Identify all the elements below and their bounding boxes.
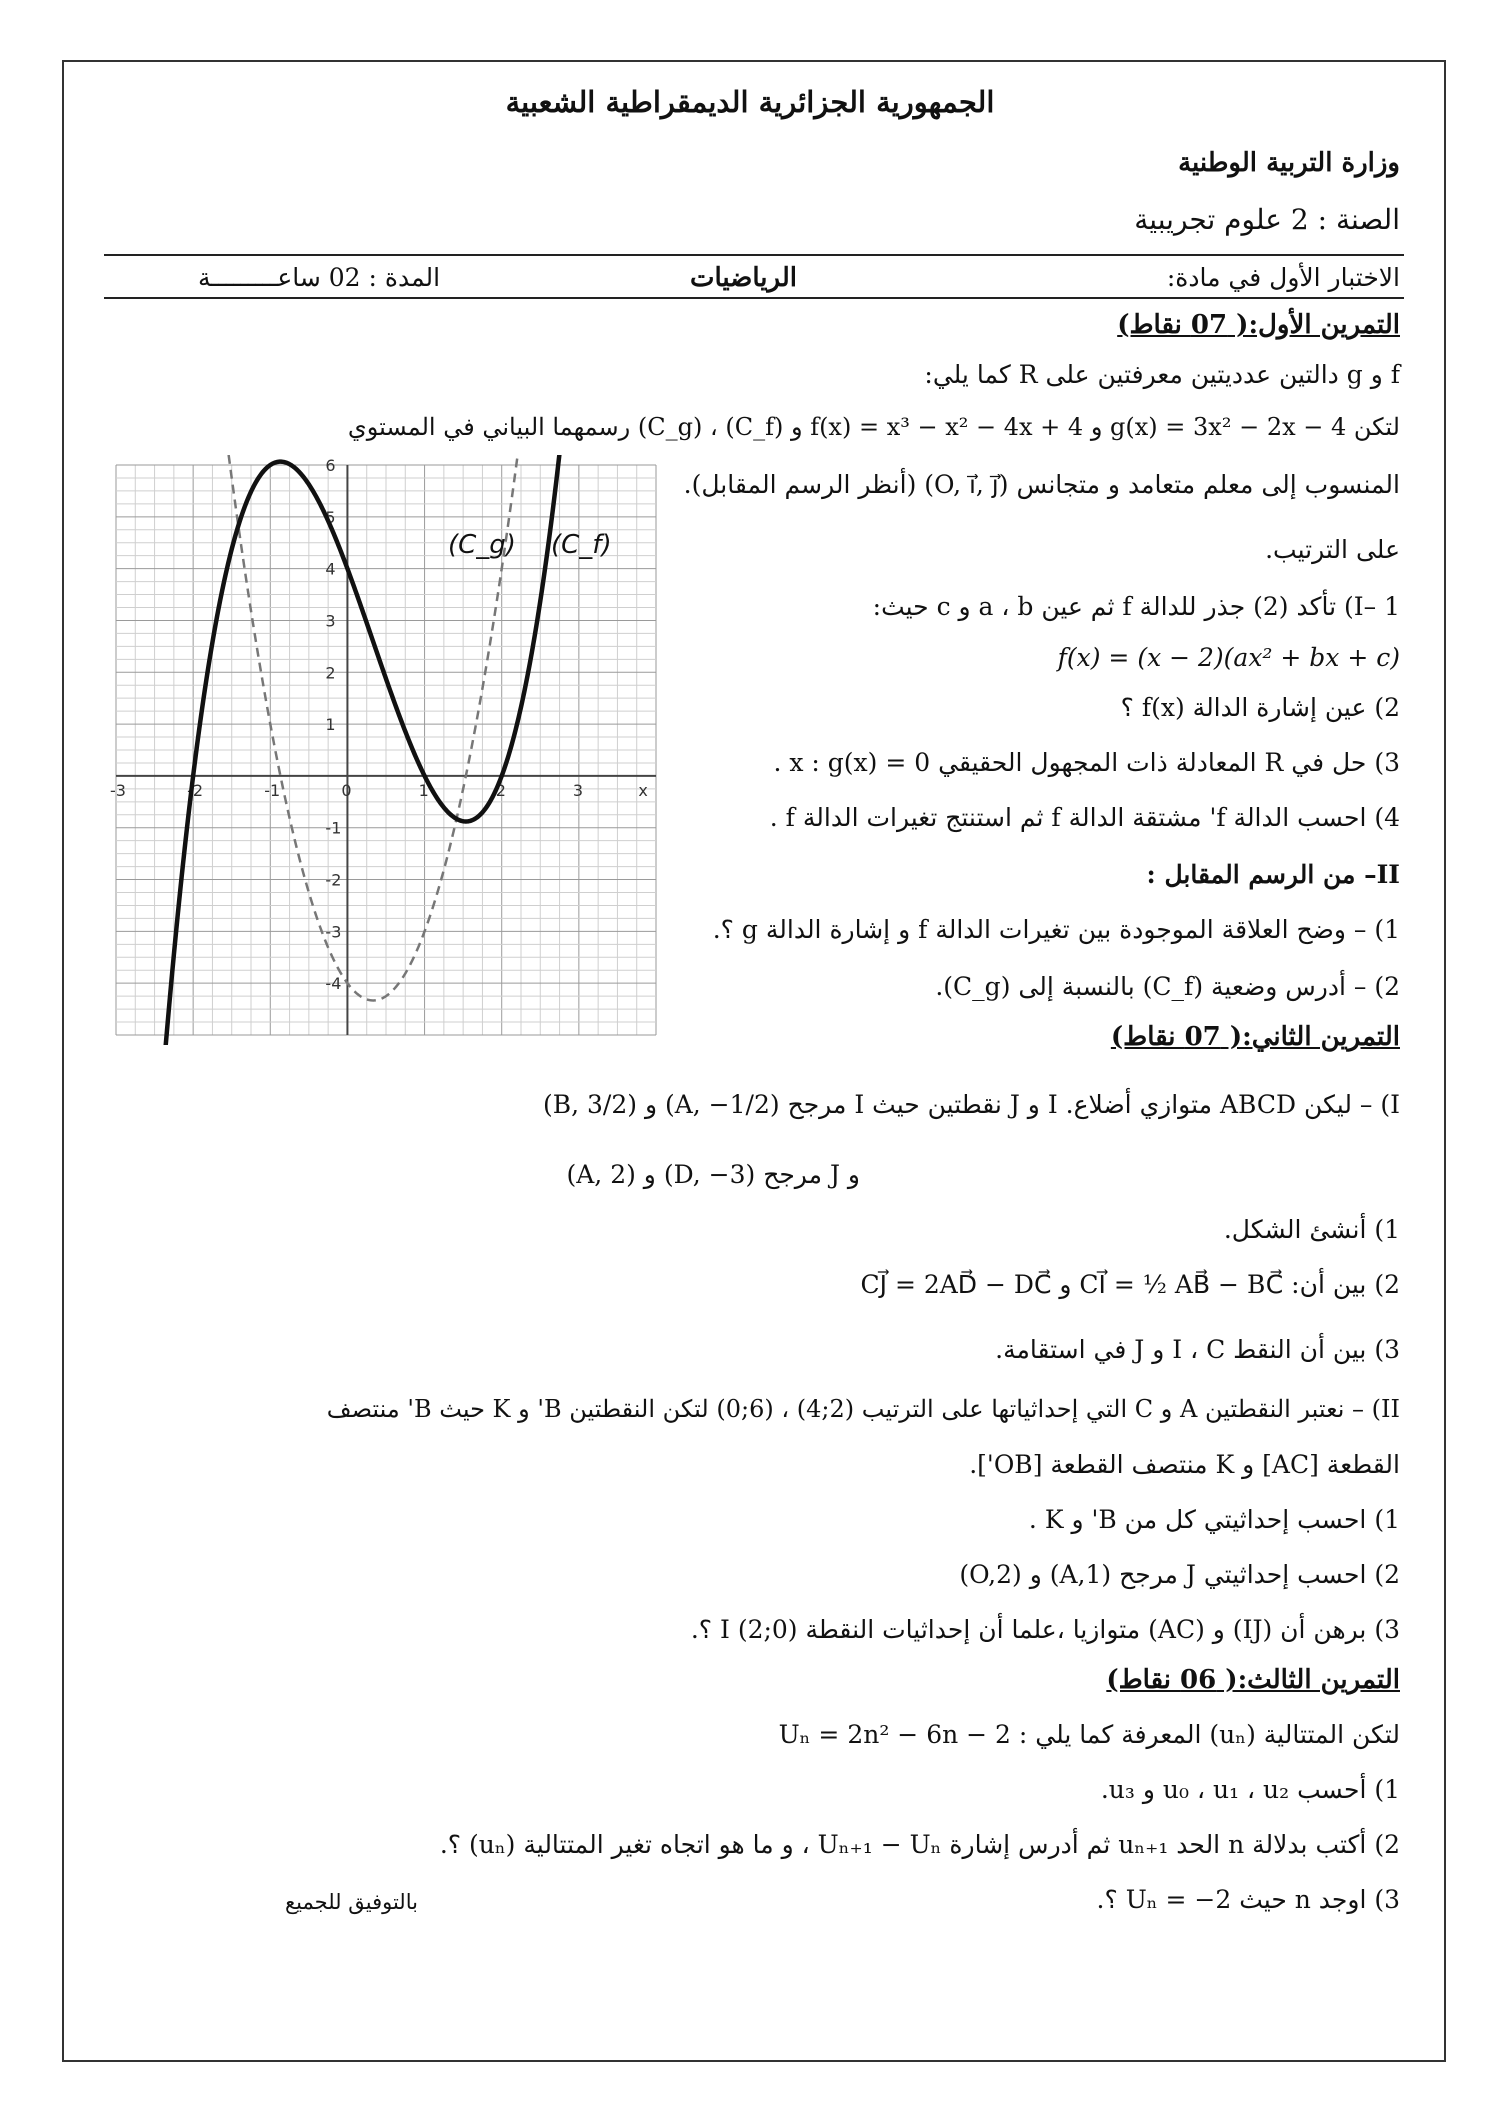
x-tick-label: -2 [187,780,204,800]
exercise3-title: التمرين الثالث:( 06 نقاط) [1106,1665,1400,1695]
ex3-intro: لتكن المتتالية (uₙ) المعرفة كما يلي : Uₙ = 2n² − 6n − 2 [778,1720,1400,1749]
ex2-p1-line1: I) – ليكن ABCD متوازي أضلاع. I و J نقطتين حيث I مرجح (A, −1/2) و (B, 3/2) [542,1090,1400,1119]
y-tick-label: -4 [325,974,342,994]
x-tick-label: x [638,780,648,800]
curve-label-cg: (C_g) [448,530,516,560]
ex1-intro: f و g دالتين عدديتين معرفتين على R كما يلي: [924,360,1400,389]
ministry-label: وزارة التربية الوطنية [1178,148,1400,178]
x-tick-label: 3 [572,780,584,800]
y-tick-label: 2 [325,663,336,683]
ex1-frame: المنسوب إلى معلم متعامد و متجانس (O, i⃗, j⃗) (أنظر الرسم المقابل). [683,470,1400,499]
x-tick-label: 0 [341,780,352,800]
ex2-p2-q3: 3) برهن أن (IJ) و (AC) متوازيا ،علما أن إحداثيات النقطة I (2;0) ؟. [690,1615,1400,1644]
ex2-p2-q2: 2) احسب إحداثيتي J مرجح (A,1) و (O,2) [959,1560,1400,1589]
ex1-part1-q3: 3) حل في R المعادلة ذات المجهول الحقيقي x : g(x) = 0 . [773,748,1400,777]
class-label: الصنة : 2 علوم تجريبية [1134,203,1400,236]
exercise2-title: التمرين الثاني:( 07 نقاط) [1110,1022,1400,1052]
ex1-part1-q1: I– 1) تأكد (2) جذر للدالة f ثم عين a ، b و c حيث: [872,592,1400,621]
ex1-part1-q4: 4) احسب الدالة f' مشتقة الدالة f ثم استنتج تغيرات الدالة f . [769,803,1400,832]
ex2-p1-q3: 3) بين أن النقط I ، C و J في استقامة. [995,1335,1400,1364]
ex2-p1-q2: 2) بين أن: CI⃗ = ½ AB⃗ − BC⃗ و CJ⃗ = 2AD⃗ − DC⃗ [860,1270,1400,1299]
ex3-q2: 2) أكتب بدلالة n الحد uₙ₊₁ ثم أدرس إشارة Uₙ₊₁ − Uₙ ، و ما هو اتجاه تغير المتتالية (uₙ) ؟. [439,1830,1400,1859]
y-tick-label: 6 [325,456,336,475]
y-tick-label: 3 [325,611,336,631]
ex1-factor-form: f(x) = (x − 2)(ax² + bx + c) [1057,643,1400,672]
function-graph [96,455,666,1045]
ex2-p1-q1: 1) أنشئ الشكل. [1223,1215,1400,1244]
ex1-respectively: على الترتيب. [1265,535,1400,564]
exam-label: الاختبار الأول في مادة: [1166,263,1400,292]
header-divider-bottom [104,297,1404,299]
republic-title: الجمهورية الجزائرية الديمقراطية الشعبية [505,85,995,119]
x-tick-label: -1 [264,780,281,800]
ex2-p2-line1: II) – نعتبر النقطتين A و C التي إحداثياتها على الترتيب (2;4) ، (6;0) لتكن النقطتين B' و K حيث B' منتصف [326,1395,1400,1423]
y-tick-label: -2 [325,870,342,890]
x-tick-label: 1 [418,780,429,800]
ex1-part2-q2: 2) – أدرس وضعية (C_f) بالنسبة إلى (C_g). [935,972,1400,1001]
ex3-q3: 3) اوجد n حيث Uₙ = −2 ؟. [1096,1885,1400,1914]
ex1-part2-q1: 1) – وضح العلاقة الموجودة بين تغيرات الدالة f و إشارة الدالة g ؟. [712,915,1400,944]
subject-label: الرياضيات [690,263,797,293]
duration-label: المدة : 02 ساعـــــــــة [198,263,441,292]
closing-note: بالتوفيق للجميع [285,1890,418,1914]
x-tick-label: 2 [495,780,506,800]
ex2-p1-line2: و J مرجح (D, −3) و (A, 2) [566,1160,860,1189]
y-tick-label: 4 [325,559,336,579]
ex2-p2-q1: 1) احسب إحداثيتي كل من B' و K . [1028,1505,1400,1534]
y-tick-label: -1 [325,818,342,838]
ex2-p2-line2: القطعة [AC] و K منتصف القطعة [OB']. [969,1450,1400,1479]
y-tick-label: -3 [325,922,342,942]
header-divider-top [104,254,1404,256]
y-tick-label: 5 [325,507,336,527]
ex3-q1: 1) أحسب u₀ ، u₁ ، u₂ و u₃. [1100,1775,1400,1804]
ex1-definition: لتكن g(x) = 3x² − 2x − 4 و f(x) = x³ − x² − 4x + 4 و (C_f) ، (C_g) رسمهما البياني في المستوي [347,413,1400,441]
x-tick-label: -3 [110,780,126,800]
exercise1-title: التمرين الأول:( 07 نقاط) [1117,310,1400,340]
curve-label-cf: (C_f) [551,530,612,560]
y-tick-label: 1 [325,715,336,735]
ex1-part1-q2: 2) عين إشارة الدالة f(x) ؟ [1120,693,1400,722]
ex1-part2-label: II– من الرسم المقابل : [1146,860,1400,889]
